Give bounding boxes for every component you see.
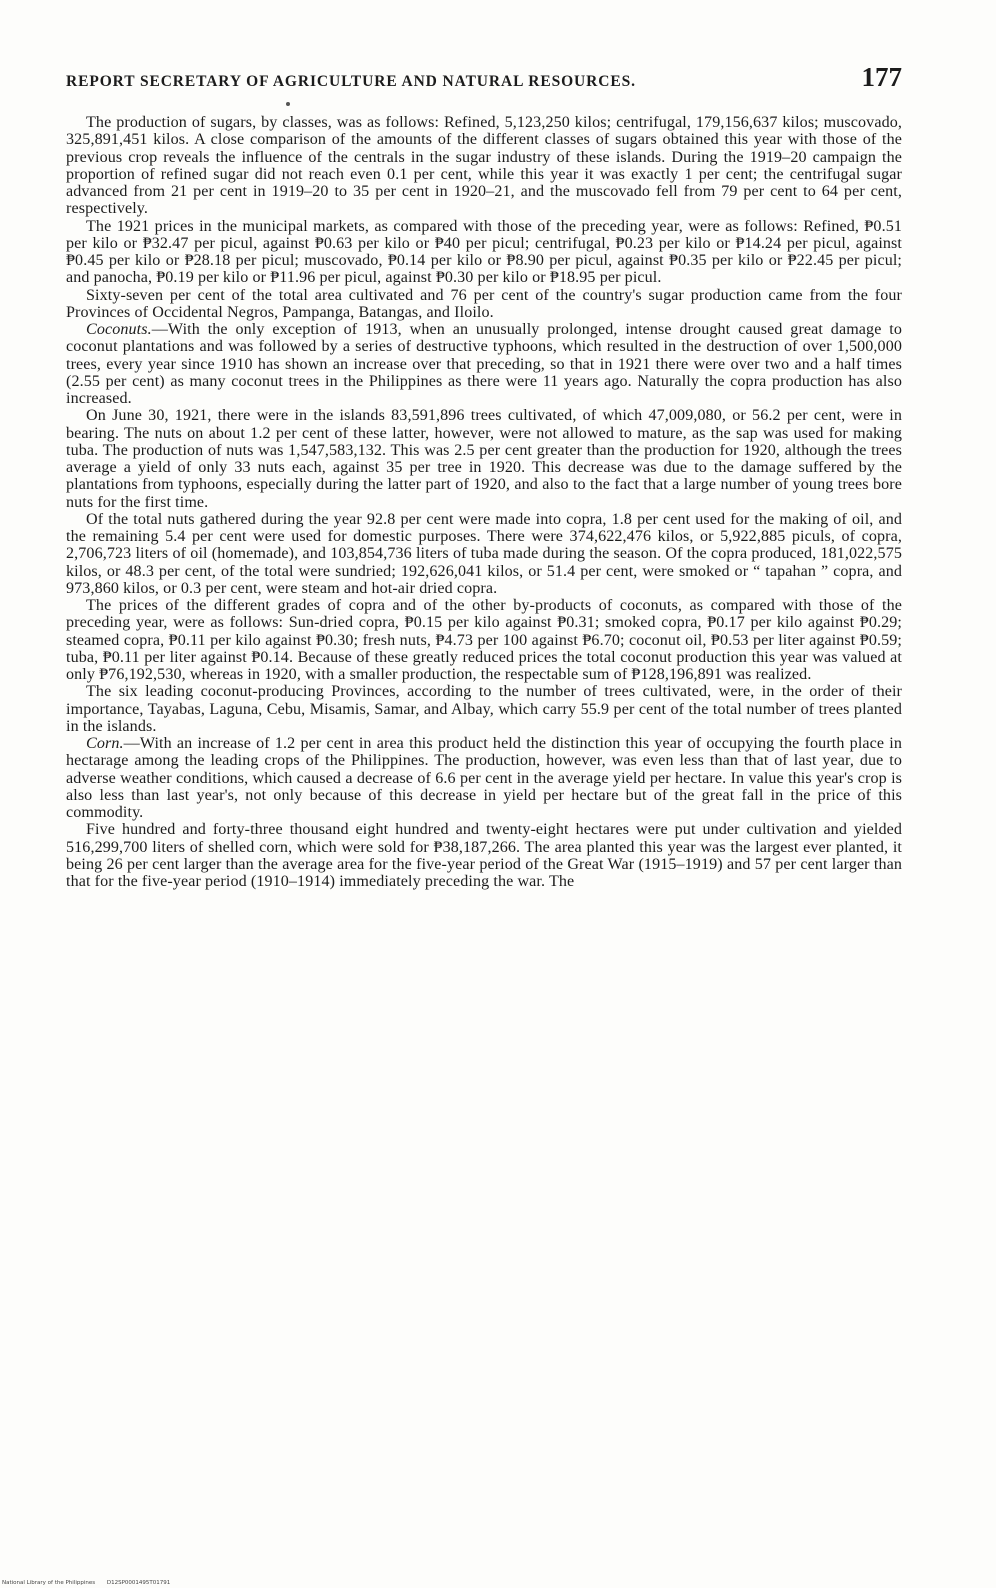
header-title: REPORT SECRETARY OF AGRICULTURE AND NATURAL RESOURCES. (66, 73, 636, 90)
running-header (66, 62, 902, 102)
section-heading-coconuts: Coconuts. (86, 321, 152, 338)
paragraph: The 1921 prices in the municipal markets, as compared with those of the preceding year, were as follows: Refined, ₱0.51 per kilo or ₱32.47 per picul, against ₱0.63 per kilo or ₱40 per picul; centrifugal, ₱0.23 per kilo or ₱14.24 per picul, against ₱0.45 per kilo or ₱28.18 per picul; muscovado, ₱0.14 per kilo or ₱8.90 per picul, against ₱0.35 per kilo or ₱22.45 per picul; and panocha, ₱0.19 per kilo or ₱11.96 per picul, against ₱0.30 per kilo or ₱18.95 per picul. (66, 217, 902, 287)
page-number: 177 (861, 62, 902, 92)
paragraph: The prices of the different grades of copra and of the other by-products of coconuts, as compared with those of the preceding year, were as follows: Sun-dried copra, ₱0.15 per kilo against ₱0.31; smoked copra, ₱0.17 per kilo against ₱0.29; steamed copra, ₱0.11 per kilo against ₱0.30; fresh nuts, ₱4.73 per 100 against ₱6.70; coconut oil, ₱0.53 per liter against ₱0.59; tuba, ₱0.11 per liter against ₱0.14. Because of these greatly reduced prices the total coconut production this year was valued at only ₱76,192,530, whereas in 1920, with a smaller production, the respectable sum of ₱128,196,891 was realized. (66, 597, 902, 683)
scan-footer (2, 1580, 170, 1586)
paragraph: On June 30, 1921, there were in the islands 83,591,896 trees cultivated, of which 47,009,080, or 56.2 per cent, were in bearing. The nuts on about 1.2 per cent of these latter, however, were not allowed to mature, as the sap was used for making tuba. The production of nuts was 1,547,583,132. This was 2.5 per cent greater than the production for 1920, although the trees average a yield of only 33 nuts each, against 35 per tree in 1920. This decrease was due to the damage suffered by the plantations from typhoons, especially during the latter part of 1920, and also to the fact that a large number of young trees bore nuts for the first time. (66, 407, 902, 511)
paragraph-corn: Corn.—With an increase of 1.2 per cent in area this product held the distinction this year of occupying the fourth place in hectarage among the leading crops of the Philippines. The production, however, was even less than that of last year, due to adverse weather conditions, which caused a decrease of 6.6 per cent in the average yield per hectare. In value this year's crop is also less than last year's, not only because of this decrease in yield per hectare but of the great fall in the price of this commodity. (66, 735, 902, 821)
section-heading-corn: Corn. (86, 735, 124, 752)
print-speck (286, 102, 290, 106)
document-page (66, 62, 902, 890)
footer-library: National Library of the Philippines (2, 1580, 96, 1586)
paragraph: The production of sugars, by classes, was as follows: Refined, 5,123,250 kilos; centrifugal, 179,156,637 kilos; muscovado, 325,891,451 kilos. A close comparison of the amounts of the different classes of sugars obtained this year with those of the previous crop reveals the influence of the centrals in the sugar industry of these islands. During the 1919–20 campaign the proportion of refined sugar did not reach even 0.1 per cent, while this year it was exactly 1 per cent; the centrifugal sugar advanced from 21 per cent in 1919–20 to 35 per cent in 1920–21, and the muscovado fell from 79 per cent to 64 per cent, respectively. (66, 114, 902, 218)
paragraph: Of the total nuts gathered during the year 92.8 per cent were made into copra, 1.8 per cent used for the making of oil, and the remaining 5.4 per cent were used for domestic purposes. There were 374,622,476 kilos, or 5,922,885 piculs, of copra, 2,706,723 liters of oil (homemade), and 103,854,736 liters of tuba made during the season. Of the copra produced, 181,022,575 kilos, or 48.3 per cent, of the total were sundried; 192,626,041 kilos, or 51.4 per cent, were smoked or “ tapahan ” copra, and 973,860 kilos, or 0.3 per cent, were steam and hot-air dried copra. (66, 510, 902, 597)
footer-code: D12SP0001495T01791 (106, 1580, 171, 1586)
paragraph: The six leading coconut-producing Provinces, according to the number of trees cultivated, were, in the order of their importance, Tayabas, Laguna, Cebu, Misamis, Samar, and Albay, which carry 55.9 per cent of the total number of trees planted in the islands. (66, 683, 902, 735)
paragraph: Sixty-seven per cent of the total area cultivated and 76 per cent of the country's sugar production came from the four Provinces of Occidental Negros, Pampanga, Batangas, and Iloilo. (66, 286, 902, 321)
body-text (66, 114, 902, 890)
paragraph: Five hundred and forty-three thousand eight hundred and twenty-eight hectares were put under cultivation and yielded 516,299,700 liters of shelled corn, which were sold for ₱38,187,266. The area planted this year was the largest ever planted, it being 26 per cent larger than the average area for the five-year period of the Great War (1915–1919) and 57 per cent larger than that for the five-year period (1910–1914) immediately preceding the war. The (66, 821, 902, 890)
paragraph-coconuts: Coconuts.—With the only exception of 1913, when an unusually prolonged, intense drought caused great damage to coconut plantations and was followed by a series of destructive typhoons, which resulted in the destruction of over 1,500,000 trees, every year since 1910 has shown an increase over that preceding, so that in 1921 there were over two and a half times (2.55 per cent) as many coconut trees in the Philippines as there were 11 years ago. Naturally the copra production has also increased. (66, 321, 902, 407)
